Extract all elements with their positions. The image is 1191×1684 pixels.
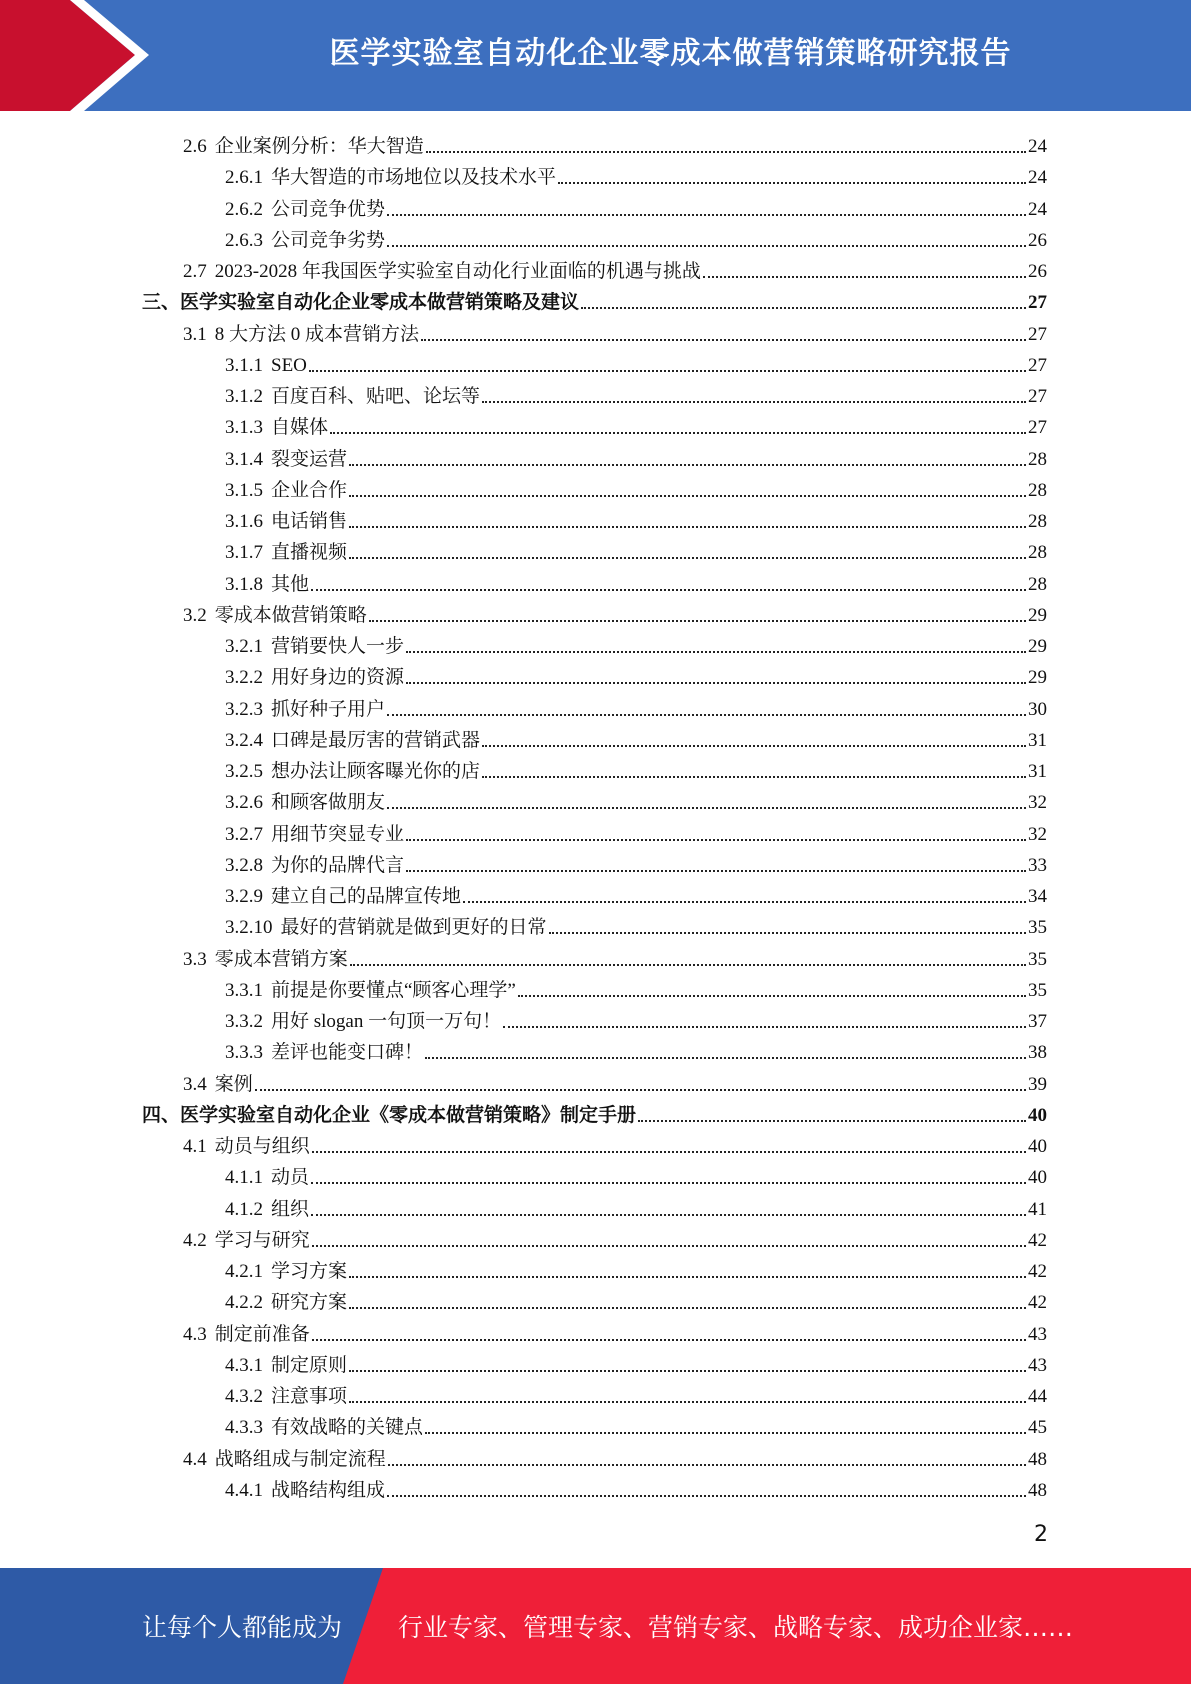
toc-entry[interactable] xyxy=(225,722,1047,753)
toc-entry-page: 37 xyxy=(1028,1011,1047,1032)
toc-entry-title: 自媒体 xyxy=(271,417,329,439)
toc-entry-page: 35 xyxy=(1028,979,1047,1001)
toc-entry-number: 3.3 xyxy=(183,948,207,970)
toc-dot-leader xyxy=(406,839,1026,841)
toc-dot-leader xyxy=(638,1120,1026,1122)
toc-entry-page: 40 xyxy=(1028,1104,1047,1126)
toc-entry[interactable] xyxy=(225,222,1047,253)
toc-entry[interactable] xyxy=(225,1191,1047,1222)
toc-entry-page: 28 xyxy=(1028,448,1047,470)
toc-entry-page: 42 xyxy=(1028,1292,1047,1314)
toc-entry[interactable] xyxy=(183,1066,1047,1097)
toc-entry-title: 最好的营销就是做到更好的日常 xyxy=(280,917,547,939)
toc-entry-title: 动员与组织 xyxy=(214,1136,310,1157)
toc-entry-number: 三、 xyxy=(142,292,181,314)
toc-entry-number: 3.2.1 xyxy=(225,636,263,657)
toc-entry[interactable] xyxy=(183,128,1047,159)
toc-entry-title: 百度百科、贴吧、论坛等 xyxy=(271,386,481,407)
toc-dot-leader xyxy=(349,557,1026,559)
toc-entry-title: 口碑是最厉害的营销武器 xyxy=(271,729,481,751)
toc-entry[interactable] xyxy=(225,847,1047,878)
toc-entry[interactable] xyxy=(183,316,1047,347)
toc-dot-leader xyxy=(255,1089,1026,1091)
toc-entry[interactable] xyxy=(183,597,1047,628)
toc-entry[interactable] xyxy=(225,878,1047,909)
toc-entry[interactable] xyxy=(225,784,1047,815)
toc-entry-page: 28 xyxy=(1028,511,1047,532)
toc-entry-title: 医学实验室自动化企业零成本做营销策略及建议 xyxy=(180,292,580,314)
toc-entry-title: SEO xyxy=(271,354,307,376)
toc-entry-page: 27 xyxy=(1028,323,1047,345)
toc-entry[interactable] xyxy=(225,347,1047,378)
toc-entry-title: 战略结构组成 xyxy=(271,1479,386,1501)
toc-entry[interactable] xyxy=(225,1472,1047,1503)
report-title: 医学实验室自动化企业零成本做营销策略研究报告 xyxy=(329,36,1012,71)
toc-entry-title: 为你的品牌代言 xyxy=(271,854,405,876)
toc-entry[interactable] xyxy=(183,941,1047,972)
toc-entry-title: 零成本做营销策略 xyxy=(214,604,367,626)
toc-entry-number: 3.2.10 xyxy=(225,917,273,939)
toc-entry-number: 3.2.9 xyxy=(225,886,263,907)
toc-entry-title: 差评也能变口碑！ xyxy=(271,1042,424,1064)
toc-dot-leader xyxy=(312,1245,1026,1247)
toc-entry-title: 动员 xyxy=(271,1167,310,1189)
toc-dot-leader xyxy=(387,214,1026,216)
toc-entry-page: 29 xyxy=(1028,636,1047,657)
toc-entry[interactable] xyxy=(225,1347,1047,1378)
toc-entry[interactable] xyxy=(183,253,1047,284)
toc-dot-leader xyxy=(349,526,1026,528)
toc-entry-number: 2.6.1 xyxy=(225,167,263,189)
toc-entry-number: 4.2.1 xyxy=(225,1261,263,1282)
toc-entry[interactable] xyxy=(225,1378,1047,1409)
toc-entry-number: 3.2 xyxy=(183,604,207,626)
toc-dot-leader xyxy=(311,1182,1026,1184)
toc-entry-number: 3.2.5 xyxy=(225,761,263,782)
toc-dot-leader xyxy=(311,589,1026,591)
toc-entry[interactable] xyxy=(225,816,1047,847)
toc-dot-leader xyxy=(387,714,1026,716)
toc-entry-page: 27 xyxy=(1028,386,1047,407)
toc-entry-page: 27 xyxy=(1028,354,1047,376)
toc-entry[interactable] xyxy=(225,1159,1047,1190)
toc-entry-page: 26 xyxy=(1028,261,1047,282)
toc-entry-page: 41 xyxy=(1028,1198,1047,1220)
toc-entry-title: 建立自己的品牌宣传地 xyxy=(271,886,462,907)
toc-entry-number: 3.1.3 xyxy=(225,417,263,439)
toc-entry-number: 3.3.2 xyxy=(225,1011,263,1032)
toc-entry-number: 3.2.2 xyxy=(225,667,263,689)
toc-entry[interactable] xyxy=(183,1128,1047,1159)
toc-entry[interactable] xyxy=(225,1284,1047,1315)
toc-entry-title: 用好身边的资源 xyxy=(271,667,405,689)
toc-entry-number: 3.1.7 xyxy=(225,542,263,564)
toc-entry-number: 4.1.1 xyxy=(225,1167,263,1189)
toc-dot-leader xyxy=(387,807,1026,809)
toc-entry[interactable] xyxy=(142,284,1047,315)
toc-entry-number: 3.3.1 xyxy=(225,979,263,1001)
toc-entry-title: 抓好种子用户 xyxy=(271,698,386,720)
toc-entry-page: 44 xyxy=(1028,1386,1047,1407)
toc-entry-number: 4.4.1 xyxy=(225,1479,263,1501)
toc-dot-leader xyxy=(482,776,1026,778)
toc-entry-page: 42 xyxy=(1028,1229,1047,1251)
toc-entry-page: 40 xyxy=(1028,1136,1047,1157)
toc-entry-page: 24 xyxy=(1028,136,1047,157)
report-footer xyxy=(0,1568,1191,1684)
toc-entry[interactable] xyxy=(225,1253,1047,1284)
toc-entry-number: 2.6 xyxy=(183,136,207,157)
toc-entry-number: 4.1.2 xyxy=(225,1198,263,1220)
toc-entry-page: 48 xyxy=(1028,1448,1047,1470)
toc-entry-page: 24 xyxy=(1028,198,1047,220)
toc-entry[interactable] xyxy=(225,1003,1047,1034)
toc-dot-leader xyxy=(349,1307,1026,1309)
toc-entry-title: 企业合作 xyxy=(271,479,348,501)
toc-entry-title: 电话销售 xyxy=(271,511,348,532)
toc-entry[interactable] xyxy=(225,909,1047,940)
toc-entry-number: 3.3.3 xyxy=(225,1042,263,1064)
toc-entry-title: 公司竞争优势 xyxy=(271,198,386,220)
toc-entry[interactable] xyxy=(225,691,1047,722)
toc-dot-leader xyxy=(558,182,1026,184)
toc-entry-number: 3.4 xyxy=(183,1073,207,1095)
toc-entry-number: 四、 xyxy=(142,1104,181,1126)
toc-entry-page: 31 xyxy=(1028,761,1047,782)
toc-dot-leader xyxy=(349,464,1026,466)
toc-entry-number: 4.3.1 xyxy=(225,1354,263,1376)
toc-entry-title: 用细节突显专业 xyxy=(271,823,405,845)
toc-entry-page: 24 xyxy=(1028,167,1047,189)
toc-entry-title: 8 大方法 0 成本营销方法 xyxy=(214,323,420,345)
toc-entry[interactable] xyxy=(225,191,1047,222)
toc-dot-leader xyxy=(350,964,1026,966)
toc-entry-page: 32 xyxy=(1028,823,1047,845)
toc-entry-page: 39 xyxy=(1028,1073,1047,1095)
toc-dot-leader xyxy=(387,1495,1026,1497)
toc-entry[interactable] xyxy=(225,659,1047,690)
toc-entry[interactable] xyxy=(225,1034,1047,1065)
toc-entry-number: 3.2.3 xyxy=(225,698,263,720)
toc-entry-number: 3.2.8 xyxy=(225,854,263,876)
toc-entry-title: 直播视频 xyxy=(271,542,348,564)
toc-entry[interactable] xyxy=(225,159,1047,190)
footer-slogan-left: 让每个人都能成为 xyxy=(142,1613,343,1642)
toc-entry-page: 28 xyxy=(1028,542,1047,564)
toc-entry-page: 45 xyxy=(1028,1417,1047,1439)
toc-dot-leader xyxy=(406,870,1026,872)
toc-entry-title: 学习与研究 xyxy=(214,1229,310,1251)
toc-entry-page: 35 xyxy=(1028,948,1047,970)
toc-entry-title: 用好 slogan 一句顶一万句！ xyxy=(271,1011,502,1032)
toc-entry-number: 2.6.2 xyxy=(225,198,263,220)
toc-entry-title: 公司竞争劣势 xyxy=(271,229,386,251)
toc-entry[interactable] xyxy=(225,472,1047,503)
footer-slogan-right: 行业专家、管理专家、营销专家、战略专家、成功企业家…… xyxy=(398,1613,1074,1642)
toc-entry-title: 案例 xyxy=(214,1073,253,1095)
toc-entry-title: 华大智造的市场地位以及技术水平 xyxy=(271,167,557,189)
toc-entry-page: 43 xyxy=(1028,1354,1047,1376)
toc-dot-leader xyxy=(581,307,1026,309)
toc-entry-page: 48 xyxy=(1028,1479,1047,1501)
toc-entry-number: 3.1.2 xyxy=(225,386,263,407)
toc-entry-number: 3.1.6 xyxy=(225,511,263,532)
toc-dot-leader xyxy=(349,1370,1026,1372)
toc-entry-title: 注意事项 xyxy=(271,1386,348,1407)
toc-entry[interactable] xyxy=(225,628,1047,659)
toc-entry-title: 营销要快人一步 xyxy=(271,636,405,657)
toc-dot-leader xyxy=(309,370,1026,372)
toc-dot-leader xyxy=(518,995,1026,997)
toc-entry-number: 3.2.6 xyxy=(225,792,263,814)
toc-entry[interactable] xyxy=(225,566,1047,597)
toc-entry-number: 3.1.4 xyxy=(225,448,263,470)
toc-entry-title: 组织 xyxy=(271,1198,310,1220)
toc-entry-title: 前提是你要懂点“顾客心理学” xyxy=(271,979,516,1001)
toc-entry-title: 研究方案 xyxy=(271,1292,348,1314)
toc-entry-title: 学习方案 xyxy=(271,1261,348,1282)
toc-entry[interactable] xyxy=(225,441,1047,472)
toc-entry-page: 31 xyxy=(1028,729,1047,751)
toc-entry-number: 2.6.3 xyxy=(225,229,263,251)
toc-entry-title: 有效战略的关键点 xyxy=(271,1417,424,1439)
toc-entry-number: 4.2.2 xyxy=(225,1292,263,1314)
toc-entry-title: 2023-2028 年我国医学实验室自动化行业面临的机遇与挑战 xyxy=(214,261,701,282)
toc-entry-page: 28 xyxy=(1028,573,1047,595)
toc-entry[interactable] xyxy=(183,1441,1047,1472)
toc-dot-leader xyxy=(406,651,1026,653)
toc-entry-number: 3.1.5 xyxy=(225,479,263,501)
toc-dot-leader xyxy=(388,1464,1026,1466)
toc-entry-title: 医学实验室自动化企业《零成本做营销策略》制定手册 xyxy=(180,1104,637,1126)
toc-entry[interactable] xyxy=(225,409,1047,440)
toc-entry-number: 4.3.2 xyxy=(225,1386,263,1407)
toc-entry-number: 4.3.3 xyxy=(225,1417,263,1439)
toc-dot-leader xyxy=(421,339,1026,341)
toc-entry-title: 企业案例分析：华大智造 xyxy=(214,136,424,157)
toc-entry-title: 裂变运营 xyxy=(271,448,348,470)
toc-dot-leader xyxy=(425,1432,1026,1434)
toc-entry[interactable] xyxy=(225,503,1047,534)
toc-entry-page: 27 xyxy=(1028,417,1047,439)
toc-entry-page: 42 xyxy=(1028,1261,1047,1282)
toc-entry-number: 4.1 xyxy=(183,1136,207,1157)
toc-entry-title: 其他 xyxy=(271,573,310,595)
toc-dot-leader xyxy=(311,1214,1026,1216)
toc-dot-leader xyxy=(312,1339,1026,1341)
toc-dot-leader xyxy=(703,276,1026,278)
toc-dot-leader xyxy=(482,401,1026,403)
toc-entry-page: 29 xyxy=(1028,604,1047,626)
toc-entry-page: 40 xyxy=(1028,1167,1047,1189)
toc-entry[interactable] xyxy=(225,1409,1047,1440)
toc-entry[interactable] xyxy=(225,972,1047,1003)
toc-entry-number: 4.2 xyxy=(183,1229,207,1251)
toc-entry-page: 30 xyxy=(1028,698,1047,720)
toc-entry-page: 34 xyxy=(1028,886,1047,907)
toc-entry-page: 33 xyxy=(1028,854,1047,876)
toc-dot-leader xyxy=(349,1276,1026,1278)
toc-entry[interactable] xyxy=(142,1097,1047,1128)
toc-entry-page: 43 xyxy=(1028,1323,1047,1345)
toc-entry-title: 制定前准备 xyxy=(214,1323,310,1345)
toc-entry-page: 32 xyxy=(1028,792,1047,814)
toc-entry-number: 2.7 xyxy=(183,261,207,282)
page-number: 2 xyxy=(1034,1522,1048,1547)
toc-dot-leader xyxy=(549,932,1026,934)
toc-entry-page: 38 xyxy=(1028,1042,1047,1064)
toc-entry-number: 3.2.7 xyxy=(225,823,263,845)
toc-entry[interactable] xyxy=(183,1222,1047,1253)
toc-entry-title: 和顾客做朋友 xyxy=(271,792,386,814)
toc-entry[interactable] xyxy=(183,1316,1047,1347)
toc-entry-page: 28 xyxy=(1028,479,1047,501)
toc-entry-number: 3.1.8 xyxy=(225,573,263,595)
report-header xyxy=(0,0,1191,111)
toc-entry-number: 4.3 xyxy=(183,1323,207,1345)
toc-dot-leader xyxy=(503,1026,1026,1028)
toc-entry-title: 零成本营销方案 xyxy=(214,948,348,970)
toc-entry-number: 3.1.1 xyxy=(225,354,263,376)
toc-dot-leader xyxy=(387,245,1026,247)
toc-dot-leader xyxy=(482,745,1026,747)
toc-entry-title: 想办法让顾客曝光你的店 xyxy=(271,761,481,782)
toc-entry-page: 29 xyxy=(1028,667,1047,689)
toc-dot-leader xyxy=(330,432,1026,434)
toc-dot-leader xyxy=(349,495,1026,497)
toc-dot-leader xyxy=(426,151,1026,153)
toc-entry-number: 3.1 xyxy=(183,323,207,345)
toc-entry-page: 35 xyxy=(1028,917,1047,939)
toc-dot-leader xyxy=(463,901,1026,903)
toc-entry[interactable] xyxy=(225,534,1047,565)
toc-dot-leader xyxy=(349,1401,1026,1403)
toc-dot-leader xyxy=(312,1151,1026,1153)
toc-dot-leader xyxy=(369,620,1026,622)
toc-entry-title: 制定原则 xyxy=(271,1354,348,1376)
toc-entry[interactable] xyxy=(225,378,1047,409)
toc-entry-number: 4.4 xyxy=(183,1448,207,1470)
toc-dot-leader xyxy=(406,682,1026,684)
toc-entry-title: 战略组成与制定流程 xyxy=(214,1448,386,1470)
toc-entry-page: 26 xyxy=(1028,229,1047,251)
toc-entry-page: 27 xyxy=(1028,292,1047,314)
toc-entry[interactable] xyxy=(225,753,1047,784)
toc-dot-leader xyxy=(425,1057,1026,1059)
toc-entry-number: 3.2.4 xyxy=(225,729,263,751)
